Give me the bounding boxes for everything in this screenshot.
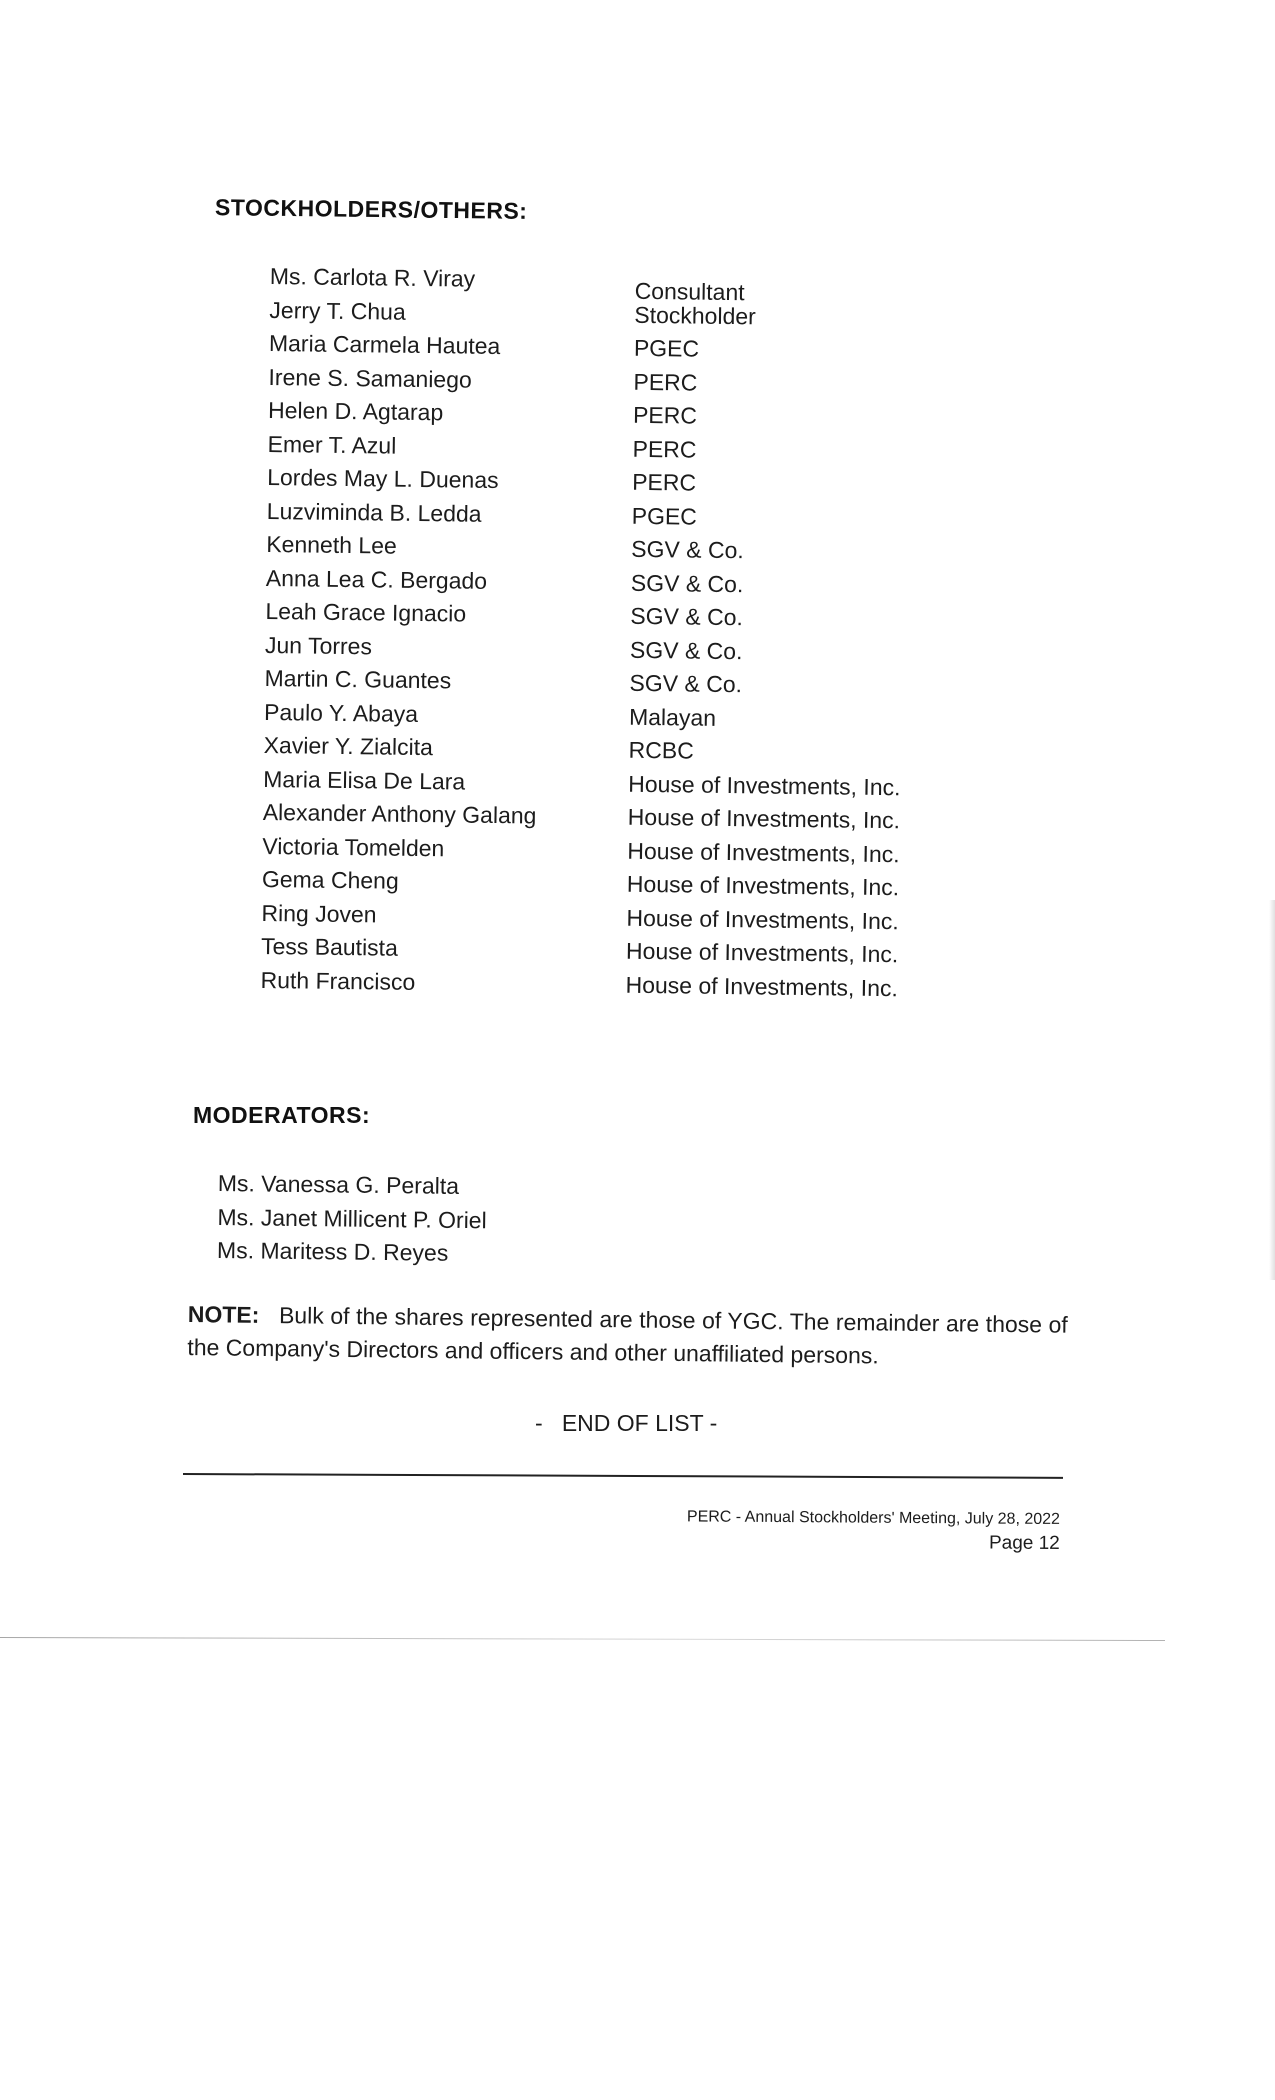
footer-divider [183,1473,1063,1479]
attendee-affiliation: SGV & Co. [630,602,744,631]
attendee-name: Jerry T. Chua [269,296,406,325]
attendee-affiliation: Malayan [628,703,717,731]
page-number: Page 12 [988,1532,1060,1554]
scan-edge-line [0,1637,1165,1641]
attendee-name: Lordes May L. Duenas [267,463,499,494]
note-label: NOTE: [187,1300,260,1328]
attendee-name: Maria Carmela Hautea [268,329,501,360]
attendee-name: Ms. Carlota R. Viray [269,263,476,292]
attendee-name: Victoria Tomelden [262,832,445,861]
stockholders-heading: STOCKHOLDERS/OTHERS: [214,194,528,224]
attendee-name: Luzviminda B. Ledda [266,497,482,527]
attendee-affiliation: PERC [632,435,697,463]
attendee-affiliation: PERC [633,368,698,396]
attendee-name: Emer T. Azul [267,430,397,459]
attendee-list [260,263,950,1009]
attendee-name: Anna Lea C. Bergado [265,564,488,594]
attendee-name: Alexander Anthony Galang [262,798,537,829]
attendee-affiliation: Stockholder [634,301,756,329]
attendee-name: Xavier Y. Zialcita [263,731,434,761]
attendee-name: Tess Bautista [260,932,399,961]
attendee-name: Maria Elisa De Lara [263,765,466,795]
attendee-affiliation: House of Investments, Inc. [626,904,899,934]
page-footer [687,1505,1060,1556]
attendee-affiliation: SGV & Co. [631,535,744,564]
attendee-name: Helen D. Agtarap [267,396,444,426]
moderator-list [217,1170,487,1274]
attendee-name: Kenneth Lee [266,530,397,559]
attendee-name: Irene S. Samaniego [268,363,472,393]
attendee-affiliation: Consultant [634,277,745,306]
attendee-affiliation: House of Investments, Inc. [625,937,899,968]
attendee-affiliation: House of Investments, Inc. [625,971,899,1001]
moderator-name: Ms. Maritess D. Reyes [216,1236,449,1266]
attendee-affiliation: PGEC [633,334,700,362]
attendee-name: Jun Torres [264,631,373,659]
note-text: Bulk of the shares represented are those of YGC. The remainder are those of the Company's Directors and officers and other unaffiliated persons. [187,1302,1068,1369]
end-of-list-marker: - END OF LIST - [535,1410,718,1436]
attendee-name: Martin C. Guantes [264,664,452,694]
scan-shadow [1269,900,1275,1280]
attendee-name: Gema Cheng [261,865,399,894]
attendee-name: Ring Joven [261,899,377,927]
footer-meeting-title: PERC - Annual Stockholders' Meeting, July 28, 2022 [686,1508,1060,1528]
attendee-affiliation: SGV & Co. [629,669,743,698]
note-paragraph [187,1298,1068,1375]
attendee-affiliation: PERC [632,401,698,429]
attendee-affiliation: House of Investments, Inc. [627,803,901,834]
moderators-heading: MODERATORS: [193,1102,371,1128]
attendee-affiliation: PERC [631,468,697,496]
moderator-name: Ms. Vanessa G. Peralta [217,1170,460,1199]
attendee-name: Paulo Y. Abaya [263,698,419,727]
attendee-affiliation: SGV & Co. [629,636,743,664]
attendee-affiliation: House of Investments, Inc. [628,770,901,800]
attendee-name: Leah Grace Ignacio [265,597,467,627]
attendee-affiliation: RCBC [628,736,694,764]
attendee-affiliation: House of Investments, Inc. [626,870,900,901]
moderator-name: Ms. Janet Millicent P. Oriel [217,1203,487,1233]
attendee-affiliation: SGV & Co. [630,569,744,597]
attendee-affiliation: House of Investments, Inc. [627,837,900,867]
attendee-name: Ruth Francisco [260,966,416,995]
attendee-affiliation: PGEC [631,502,698,530]
